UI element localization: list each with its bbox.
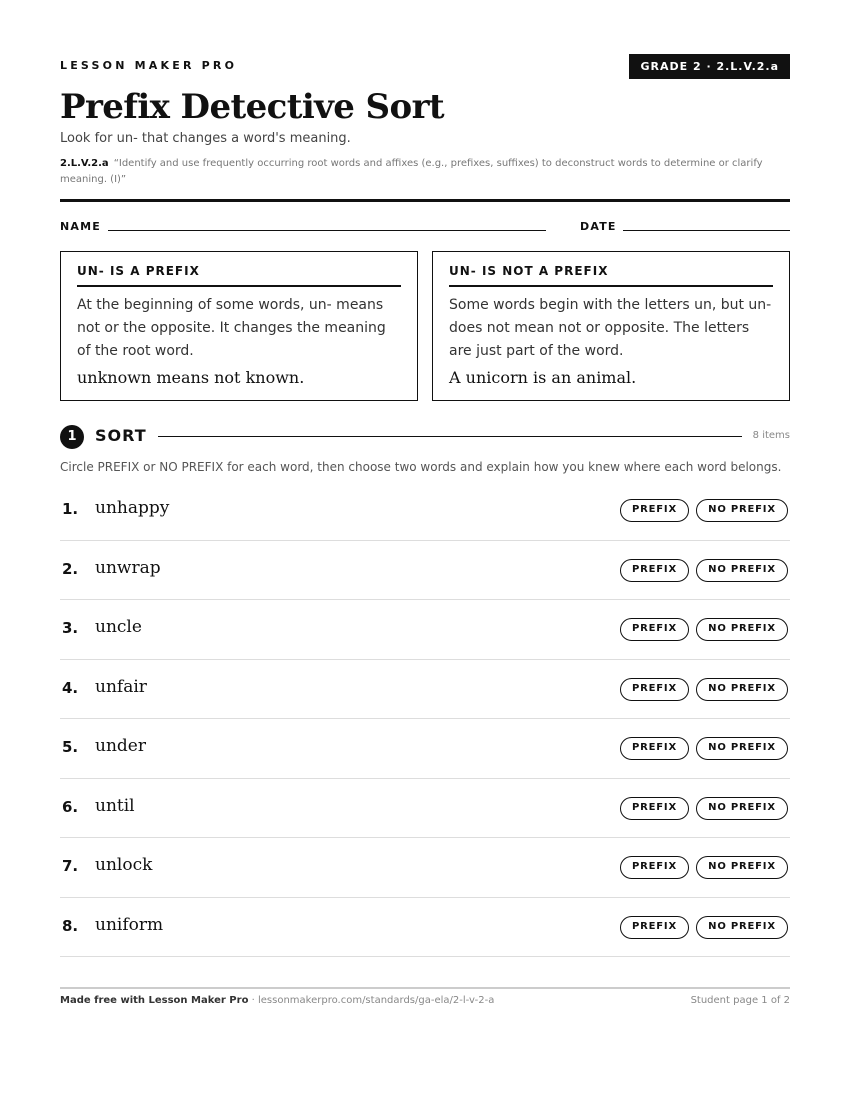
- standard-description: [60, 156, 785, 188]
- no-prefix-choice-button[interactable]: NO PREFIX: [696, 856, 788, 879]
- item-word: uncle: [95, 617, 142, 637]
- footer-page-number: Student page 1 of 2: [690, 995, 790, 1006]
- list-item: [60, 779, 790, 839]
- section-divider: [158, 436, 742, 437]
- item-word: under: [95, 736, 146, 756]
- item-number: 7.: [62, 857, 79, 875]
- date-field[interactable]: [623, 230, 790, 231]
- item-number: 3.: [62, 619, 79, 637]
- page-title: Prefix Detective Sort: [60, 87, 445, 127]
- no-prefix-choice-button[interactable]: NO PREFIX: [696, 737, 788, 760]
- prefix-choice-button[interactable]: PREFIX: [620, 499, 689, 522]
- no-prefix-choice-button[interactable]: NO PREFIX: [696, 559, 788, 582]
- item-word: unhappy: [95, 498, 170, 518]
- footer-divider: [60, 987, 790, 989]
- sort-list: [60, 481, 790, 957]
- prefix-choice-button[interactable]: PREFIX: [620, 916, 689, 939]
- list-item: [60, 838, 790, 898]
- list-item: [60, 600, 790, 660]
- item-number: 1.: [62, 500, 79, 518]
- list-item: [60, 481, 790, 541]
- prefix-info-box: [60, 251, 418, 401]
- not-prefix-box-example: A unicorn is an animal.: [449, 368, 637, 387]
- item-number: 8.: [62, 916, 79, 935]
- prefix-choice-button[interactable]: PREFIX: [620, 856, 689, 879]
- no-prefix-choice-button[interactable]: NO PREFIX: [696, 618, 788, 641]
- prefix-choice-button[interactable]: PREFIX: [620, 737, 689, 760]
- prefix-box-example: unknown means not known.: [77, 368, 305, 387]
- item-number: 2.: [62, 559, 79, 578]
- no-prefix-choice-button[interactable]: NO PREFIX: [696, 678, 788, 701]
- footer-credit: [60, 995, 494, 1006]
- item-word: uniform: [95, 914, 164, 935]
- name-label: NAME: [60, 220, 101, 233]
- prefix-box-text: At the beginning of some words, un- means not or the opposite. It changes the meaning of the root word.: [77, 297, 386, 359]
- item-number: 6.: [62, 797, 79, 816]
- item-word: unwrap: [95, 557, 161, 578]
- not-prefix-info-box: [432, 251, 790, 401]
- item-word: unlock: [95, 855, 153, 875]
- not-prefix-box-heading: UN- IS NOT A PREFIX: [449, 264, 773, 287]
- name-field[interactable]: [108, 230, 546, 231]
- no-prefix-choice-button[interactable]: NO PREFIX: [696, 916, 788, 939]
- prefix-box-heading: UN- IS A PREFIX: [77, 264, 401, 287]
- prefix-choice-button[interactable]: PREFIX: [620, 559, 689, 582]
- no-prefix-choice-button[interactable]: NO PREFIX: [696, 797, 788, 820]
- section-instructions: Circle PREFIX or NO PREFIX for each word, then choose two words and explain how you knew where each word belongs.: [60, 460, 782, 474]
- not-prefix-box-text: Some words begin with the letters un, but un- does not mean not or opposite. The letters are just part of the word.: [449, 297, 772, 359]
- list-item: [60, 541, 790, 601]
- date-label: DATE: [580, 220, 617, 233]
- item-word: unfair: [95, 676, 147, 697]
- no-prefix-choice-button[interactable]: NO PREFIX: [696, 499, 788, 522]
- list-item: [60, 660, 790, 720]
- item-number: 5.: [62, 738, 79, 756]
- section-number: 1: [60, 425, 84, 449]
- prefix-choice-button[interactable]: PREFIX: [620, 618, 689, 641]
- item-number: 4.: [62, 678, 79, 697]
- item-word: until: [95, 795, 135, 816]
- header-divider: [60, 199, 790, 202]
- standard-text: “Identify and use frequently occurring root words and affixes (e.g., prefixes, suffixes) to deconstruct words to determine or clarify meaning. (I)”: [60, 158, 763, 185]
- item-count: 8 items: [752, 430, 790, 441]
- footer-made-with: Made free with Lesson Maker Pro: [60, 995, 249, 1006]
- list-item: [60, 719, 790, 779]
- grade-badge: GRADE 2 · 2.L.V.2.a: [629, 54, 790, 79]
- brand-name: LESSON MAKER PRO: [60, 59, 238, 72]
- section-title: SORT: [95, 426, 147, 445]
- standard-code: 2.L.V.2.a: [60, 158, 109, 169]
- prefix-choice-button[interactable]: PREFIX: [620, 797, 689, 820]
- page-subtitle: Look for un- that changes a word's meaning.: [60, 131, 351, 146]
- list-item: [60, 898, 790, 958]
- footer-url: · lessonmakerpro.com/standards/ga-ela/2-l-v-2-a: [248, 995, 495, 1006]
- prefix-choice-button[interactable]: PREFIX: [620, 678, 689, 701]
